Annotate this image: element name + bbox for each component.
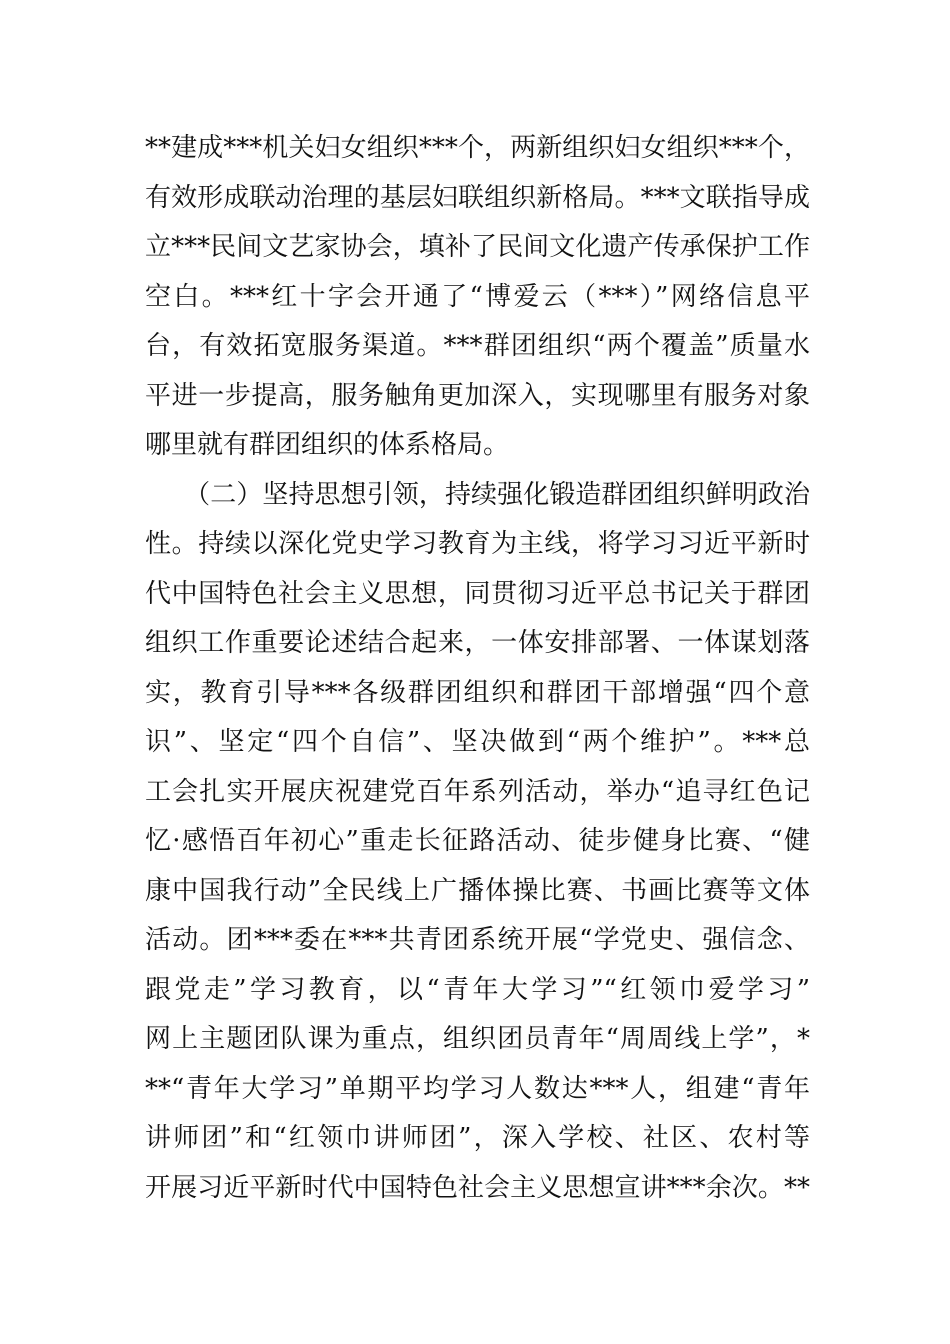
text-line: 康中国我行动”全民线上广播体操比赛、书画比赛等文体 bbox=[145, 875, 810, 906]
text-line: 跟党走”学习教育，以“青年大学习”“红领巾爱学习” bbox=[145, 974, 810, 1005]
text-line: 活动。团***委在***共青团系统开展“学党史、强信念、 bbox=[145, 925, 810, 955]
document-page bbox=[145, 124, 810, 1213]
text-line: 台，有效拓宽服务渠道。***群团组织“两个覆盖”质量水 bbox=[145, 331, 810, 361]
text-line: **建成***机关妇女组织***个，两新组织妇女组织***个， bbox=[145, 133, 810, 163]
text-line: 开展习近平新时代中国特色社会主义思想宣讲***余次。** bbox=[145, 1172, 810, 1203]
text-line: 识”、坚定“四个自信”、坚决做到“两个维护”。***总 bbox=[145, 727, 810, 757]
text-line: 立***民间文艺家协会，填补了民间文化遗产传承保护工作 bbox=[145, 232, 810, 262]
text-line: 代中国特色社会主义思想，同贯彻习近平总书记关于群团 bbox=[145, 578, 810, 609]
text-line: 组织工作重要论述结合起来，一体安排部署、一体谋划落 bbox=[145, 628, 810, 658]
text-line: 性。持续以深化党史学习教育为主线，将学习习近平新时 bbox=[145, 529, 810, 559]
document-body bbox=[145, 124, 810, 1213]
text-line: 网上主题团队课为重点，组织团员青年“周周线上学”，* bbox=[145, 1024, 810, 1054]
text-line: 实，教育引导***各级群团组织和群团干部增强“四个意 bbox=[145, 677, 810, 708]
text-line: 哪里就有群团组织的体系格局。 bbox=[145, 430, 510, 460]
text-line: 空白。***红十字会开通了“博爱云（***）”网络信息平 bbox=[145, 281, 810, 312]
text-line: （二）坚持思想引领，持续强化锻造群团组织鲜明政治 bbox=[145, 479, 810, 510]
text-line: 有效形成联动治理的基层妇联组织新格局。***文联指导成 bbox=[145, 182, 810, 213]
text-line: 讲师团”和“红领巾讲师团”，深入学校、社区、农村等 bbox=[145, 1123, 810, 1153]
text-line: 忆·感悟百年初心”重走长征路活动、徒步健身比赛、“健 bbox=[145, 826, 810, 856]
text-line: 工会扎实开展庆祝建党百年系列活动，举办“追寻红色记 bbox=[145, 776, 810, 807]
text-line: 平进一步提高，服务触角更加深入，实现哪里有服务对象 bbox=[145, 380, 810, 411]
text-line: **“青年大学习”单期平均学习人数达***人，组建“青年 bbox=[145, 1073, 810, 1104]
